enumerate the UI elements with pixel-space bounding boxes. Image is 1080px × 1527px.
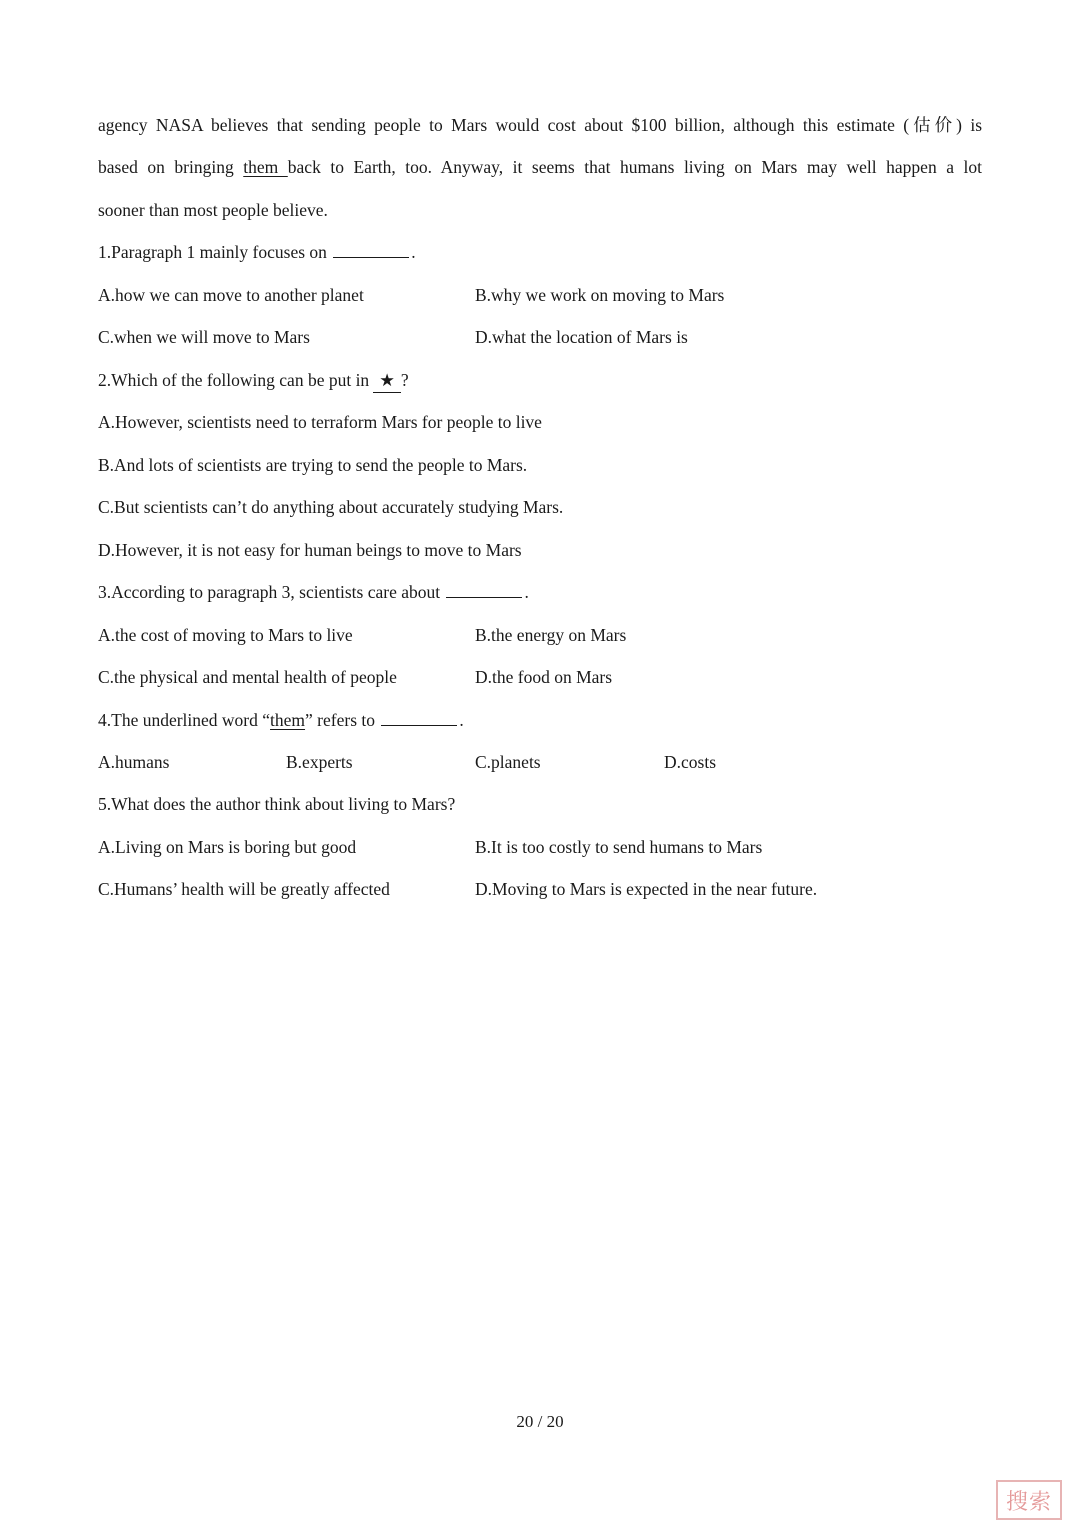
question-1-options-row-2	[98, 325, 982, 349]
q5-option-d: D.Moving to Mars is expected in the near future.	[475, 879, 818, 899]
underlined-word-them: them	[243, 157, 288, 177]
question-3-options-row-1	[98, 623, 982, 647]
q1-option-a: A.how we can move to another planet	[98, 285, 364, 305]
q4-option-b: B.experts	[286, 752, 353, 772]
q5-option-c: C.Humans’ health will be greatly affected	[98, 879, 390, 899]
q3-option-a: A.the cost of moving to Mars to live	[98, 625, 353, 645]
passage-line-1: agency NASA believes that sending people to Mars would cost about $100 billion, although this estimate (估价) is	[98, 115, 982, 135]
q2-option-a: A.However, scientists need to terraform Mars for people to live	[98, 412, 542, 432]
question-2-stem: 2.Which of the following can be put in ★ ?	[98, 368, 409, 393]
q4-option-c: C.planets	[475, 752, 541, 772]
watermark-stamp-icon: 搜索	[996, 1480, 1062, 1520]
star-icon: ★	[373, 368, 401, 393]
q4-option-a: A.humans	[98, 752, 170, 772]
question-5-options-row-2	[98, 877, 982, 901]
q2-option-b: B.And lots of scientists are trying to send the people to Mars.	[98, 455, 528, 475]
underlined-word-them: them	[270, 710, 306, 730]
question-3-options-row-2	[98, 665, 982, 689]
q1-option-d: D.what the location of Mars is	[475, 327, 688, 347]
passage-line-2: based on bringing them back to Earth, too. Anyway, it seems that humans living on Mars may well happen a lot	[98, 157, 982, 177]
q5-option-b: B.It is too costly to send humans to Mars	[475, 837, 763, 857]
q3-option-d: D.the food on Mars	[475, 667, 613, 687]
q5-option-a: A.Living on Mars is boring but good	[98, 837, 357, 857]
q2-option-d: D.However, it is not easy for human beings to move to Mars	[98, 540, 522, 560]
q2-option-c: C.But scientists can’t do anything about accurately studying Mars.	[98, 497, 564, 517]
q4-option-d: D.costs	[664, 752, 717, 772]
q1-option-b: B.why we work on moving to Mars	[475, 285, 725, 305]
page-number: 20 / 20	[516, 1412, 564, 1431]
question-5-options-row-1	[98, 835, 982, 859]
question-4-options-row	[98, 750, 982, 774]
question-4-stem: 4.The underlined word “them” refers to .	[98, 710, 464, 730]
question-1-options-row-1	[98, 283, 982, 307]
question-5-stem: 5.What does the author think about living to Mars?	[98, 794, 456, 814]
answer-blank	[381, 709, 457, 726]
q3-option-c: C.the physical and mental health of people	[98, 667, 397, 687]
question-3-stem: 3.According to paragraph 3, scientists care about .	[98, 582, 529, 602]
passage-line-3: sooner than most people believe.	[98, 200, 328, 220]
q3-option-b: B.the energy on Mars	[475, 625, 627, 645]
answer-blank	[333, 241, 409, 258]
answer-blank	[446, 581, 522, 598]
question-1-stem: 1.Paragraph 1 mainly focuses on .	[98, 242, 416, 262]
q1-option-c: C.when we will move to Mars	[98, 327, 310, 347]
